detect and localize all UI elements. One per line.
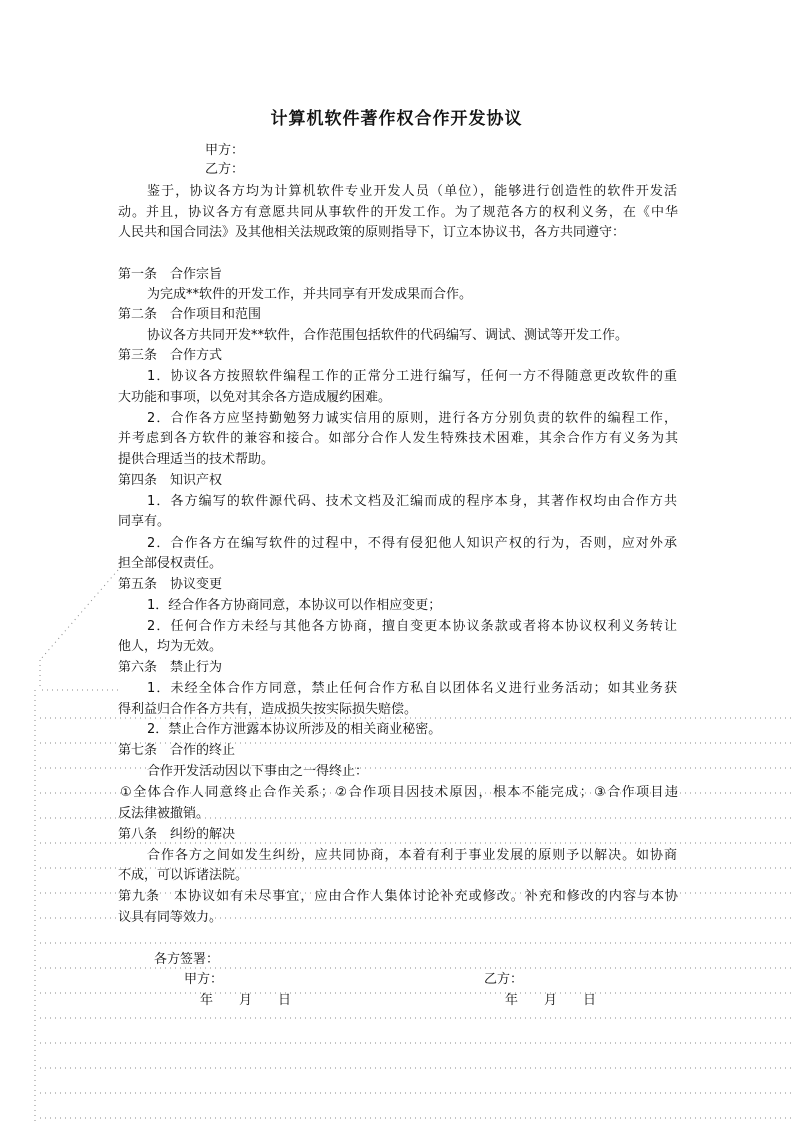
article-line: 他人，均为无效。 [118,639,223,654]
article-line: 提供合理适当的技术帮助。 [118,452,275,467]
party-a-label: 甲方： [205,143,245,158]
signature-date-a: 年 月 日 [200,993,292,1008]
article-line: 同享有。 [118,514,171,529]
article-line: 1．各方编写的软件源代码、技术文档及汇编而成的程序本身，其著作权均由合作方共 [147,494,677,509]
article-heading: 第三条 合作方式 [118,348,223,363]
article-heading: 第四条 知识产权 [118,473,223,488]
preamble-line: 鉴于，协议各方均为计算机软件专业开发人员（单位），能够进行创造性的软件开发活 [147,184,677,199]
article-line: 2．禁止合作方泄露本协议所涉及的相关商业秘密。 [147,722,442,737]
article-line: 为完成**软件的开发工作，并共同享有开发成果而合作。 [147,287,473,302]
article-line: 不成，可以诉诸法院。 [118,868,249,883]
article-heading: 第七条 合作的终止 [118,743,236,758]
article-line: 1．协议各方按照软件编程工作的正常分工进行编写，任何一方不得随意更改软件的重 [147,369,677,384]
article-heading: 第一条 合作宗旨 [118,267,223,282]
article-heading: 第六条 禁止行为 [118,660,223,675]
article-heading: 第二条 合作项目和范围 [118,307,262,322]
article-line: 1．未经全体合作方同意，禁止任何合作方私自以团体名义进行业务活动；如其业务获 [147,681,677,696]
article-line: 1．经合作各方协商同意，本协议可以作相应变更； [147,598,442,613]
article-line: 2．合作各方应坚持勤勉努力诚实信用的原则，进行各方分别负责的软件的编程工作， [147,411,677,426]
document-title: 计算机软件著作权合作开发协议 [270,109,523,129]
article-line: 担全部侵权责任。 [118,556,223,571]
preamble-line: 人民共和国合同法》及其他相关法规政策的原则指导下，订立本协议书，各方共同遵守： [118,225,626,240]
signature-party-b: 乙方： [484,972,524,987]
article-heading: 第八条 纠纷的解决 [118,827,236,842]
article-line: ①全体合作人同意终止合作关系；②合作项目因技术原因，根本不能完成；③合作项目违 [120,785,678,800]
article-line: 反法律被撤销。 [118,806,210,821]
article-line: 第九条 本协议如有未尽事宜，应由合作人集体讨论补充或修改。补充和修改的内容与本协 [118,889,678,904]
article-line: 并考虑到各方软件的兼容和接合。如部分合作人发生特殊技术困难，其余合作方有义务为其 [118,431,678,446]
article-line: 议具有同等效力。 [118,910,223,925]
article-line: 合作各方之间如发生纠纷，应共同协商，本着有利于事业发展的原则予以解决。如协商 [147,848,677,863]
article-heading: 第五条 协议变更 [118,577,223,592]
signature-party-a: 甲方： [184,972,224,987]
article-line: 合作开发活动因以下事由之一得终止： [147,764,369,779]
article-line: 协议各方共同开发**软件，合作范围包括软件的代码编写、调试、测试等开发工作。 [147,328,629,343]
article-line: 2．合作各方在编写软件的过程中，不得有侵犯他人知识产权的行为，否则，应对外承 [147,536,677,551]
party-b-label: 乙方： [205,162,245,177]
preamble-line: 动。并且，协议各方有意愿共同从事软件的开发工作。为了规范各方的权利义务，在《中华 [118,205,678,220]
article-line: 2．任何合作方未经与其他各方协商，擅自变更本协议条款或者将本协议权利义务转让 [147,619,677,634]
signature-label: 各方签署： [154,952,220,967]
signature-date-b: 年 月 日 [505,993,597,1008]
article-line: 大功能和事项，以免对其余各方造成履约困难。 [118,390,392,405]
article-line: 得利益归合作各方共有，造成损失按实际损失赔偿。 [118,702,418,717]
